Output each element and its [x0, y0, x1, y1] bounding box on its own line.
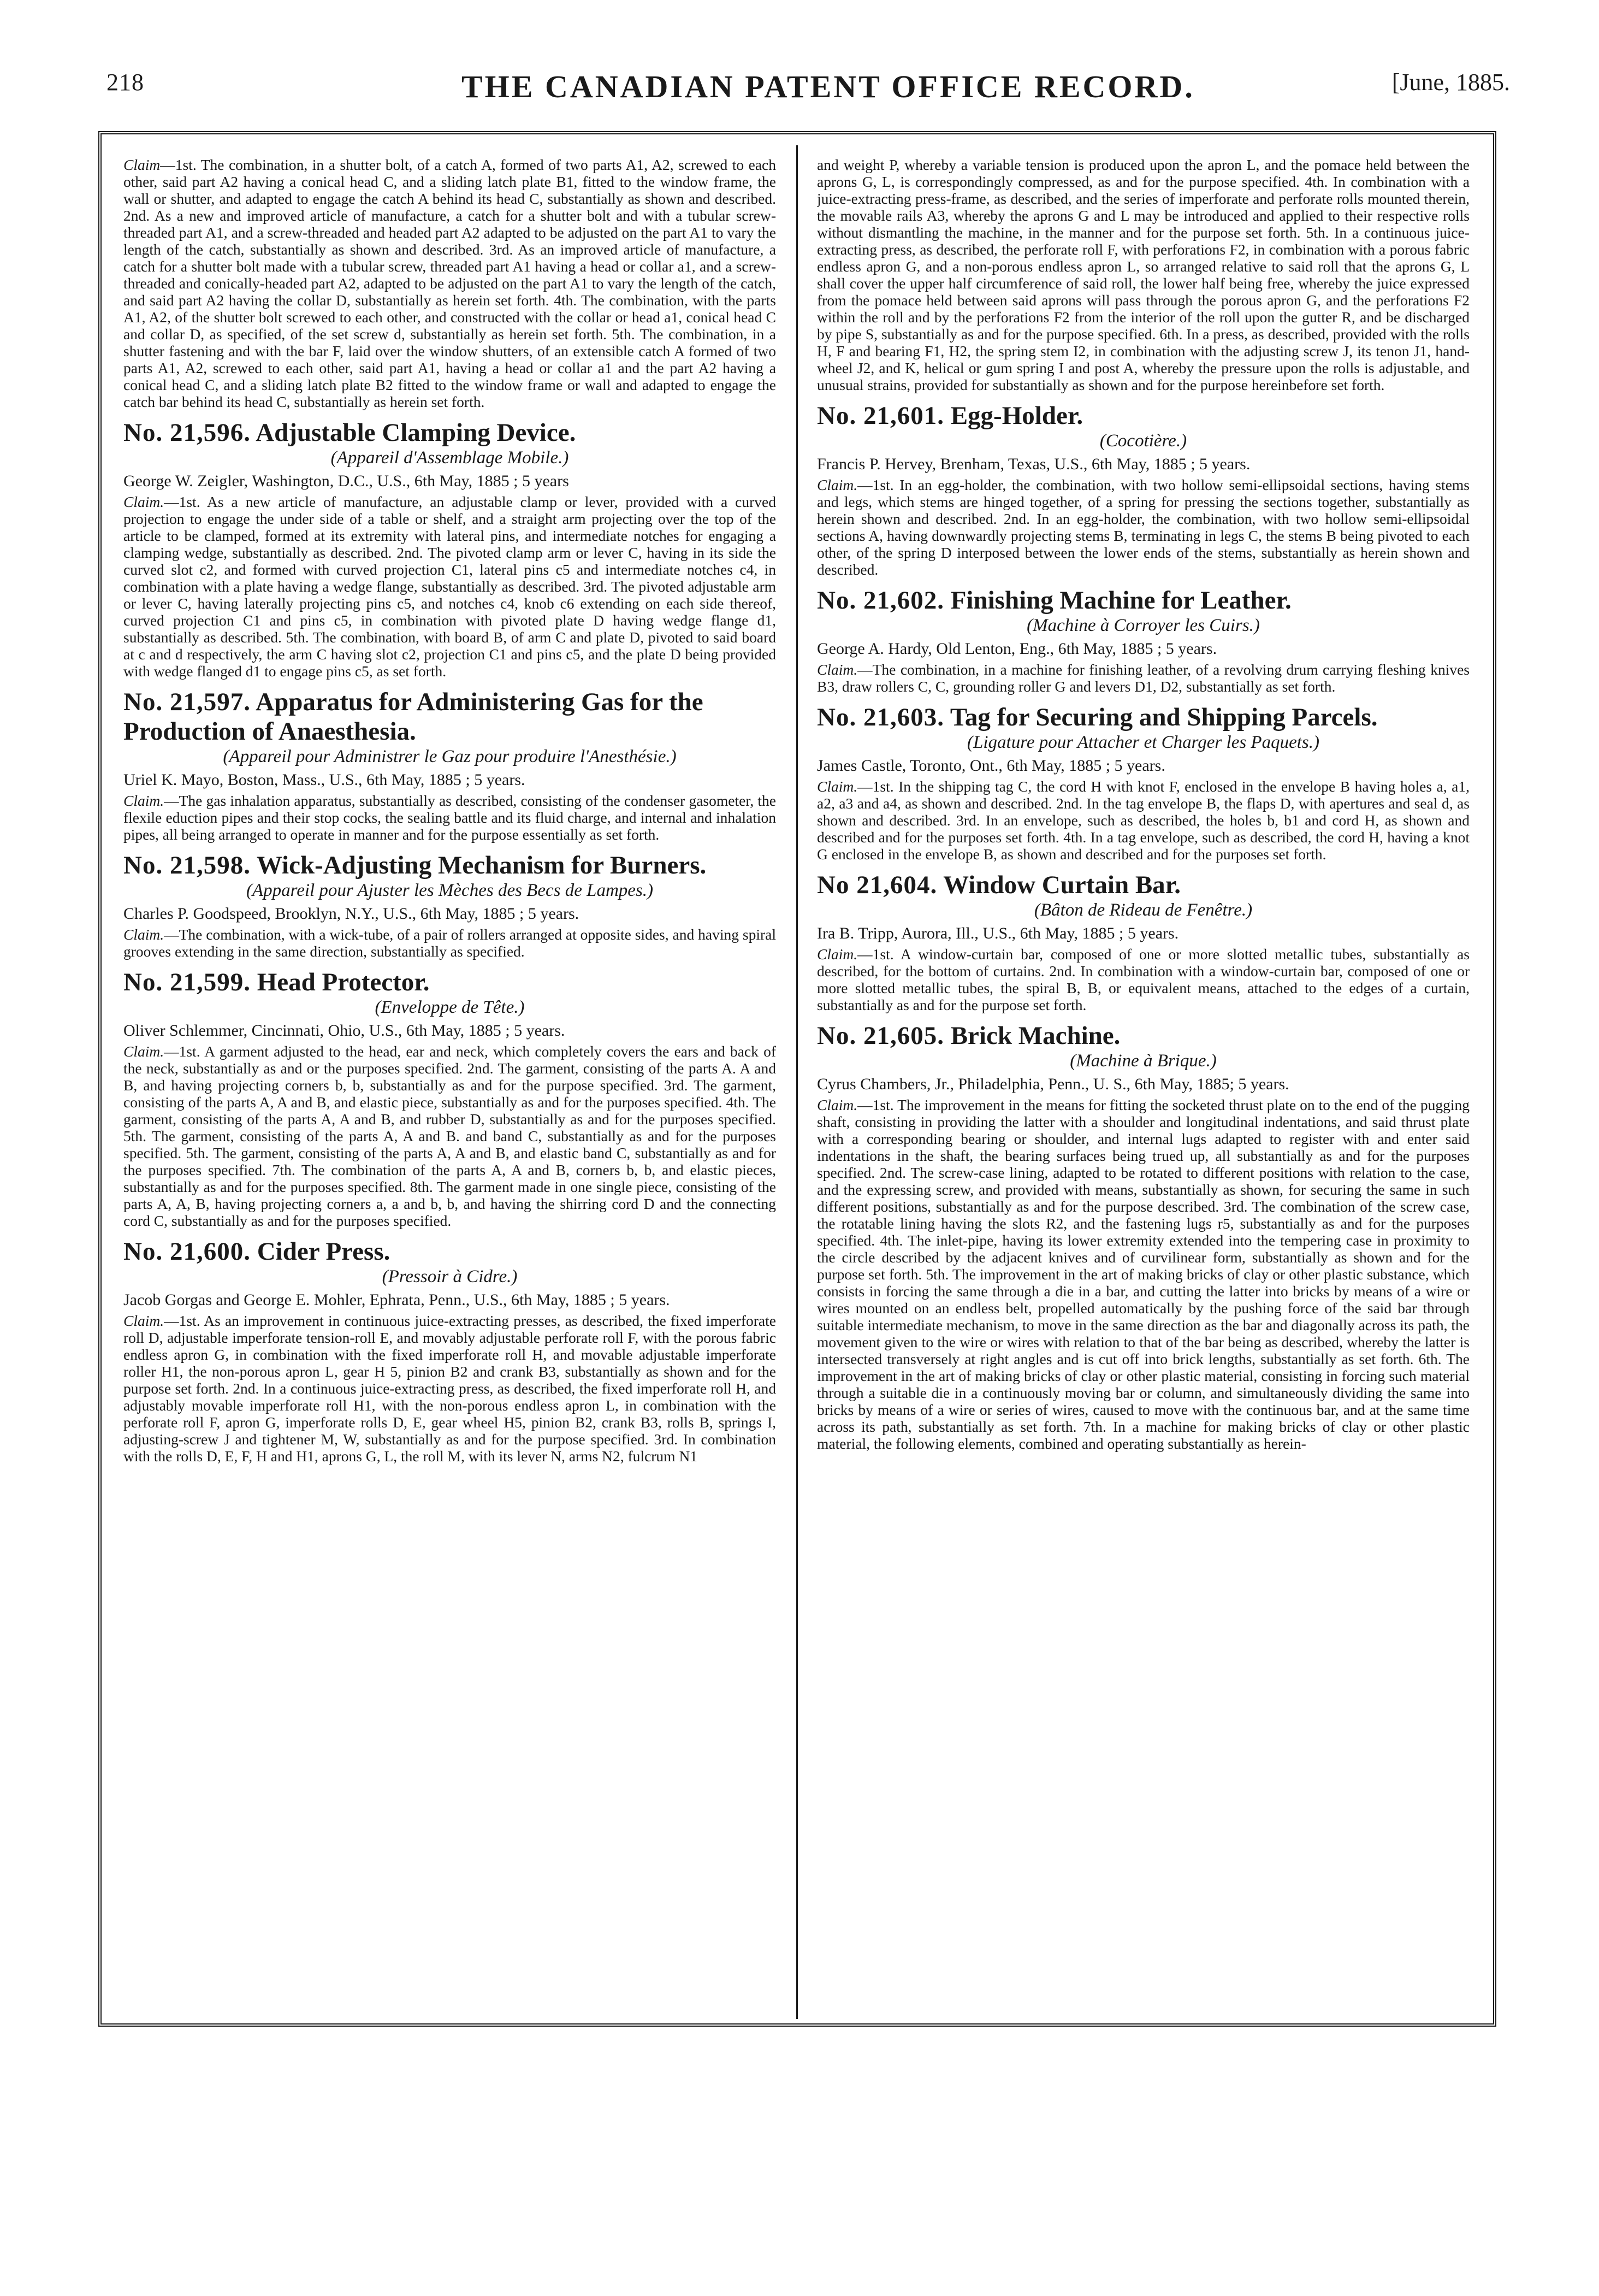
patent-list: [123, 418, 776, 1465]
patent-heading: [123, 967, 776, 997]
continued-claim: [817, 156, 1470, 393]
page-frame: [98, 131, 1496, 2027]
patent-heading: [817, 1021, 1470, 1050]
patent-heading: [123, 687, 776, 746]
patent-number: No. 21,598.: [123, 851, 251, 880]
patent-entry: [123, 967, 776, 1229]
patent-heading: [817, 586, 1470, 615]
patent-entry: [817, 586, 1470, 695]
claim-lead: Claim.: [123, 1043, 164, 1060]
patent-claim: [817, 1096, 1470, 1452]
patent-number: No. 21,603.: [817, 703, 944, 731]
claim-lead: Claim.: [817, 946, 858, 963]
patent-list: [817, 401, 1470, 1452]
claim-lead: Claim: [123, 156, 161, 173]
claim-text: —1st. In the shipping tag C, the cord H with knot F, enclosed in the envelope B having holes a, a1, a2, a3 and a4, as shown and described. 2nd. In the tag envelope B, the flaps D, with apertures and seal d, as shown and described. 3rd. In an envelope, such as described, the holes b, b1 and cord H, as shown and described and for the purposes set forth. 4th. In a tag envelope, such as described, the cord H, having a knot G enclosed in the envelope B, as shown and described and for the purposes set forth.: [817, 778, 1470, 863]
patent-inventor: Francis P. Hervey, Brenham, Texas, U.S., 6th May, 1885 ; 5 years.: [817, 455, 1251, 473]
patent-heading: [817, 870, 1470, 900]
claim-lead: Claim.: [817, 661, 858, 678]
claim-text: and weight P, whereby a variable tension is produced upon the apron L, and the pomace held between the aprons G, L, is correspondingly compressed, as and for the purpose specified. 4th. In combination with a juice-extracting press-frame, as described, and the series of imperforate and perforate rolls mounted therein, the movable rails A3, whereby the aprons G and L may be introduced and applied to their respective rolls without dismantling the machine, in the manner and for the purpose set forth. 5th. In a continuous juice-extracting press, as described, the perforate roll F, with perforations F2, in combination with a porous fabric endless apron G, and a non-porous endless apron L, so arranged relative to said roll that the aprons G, L shall cover the upper half circumference of said roll, the lower half being free, whereby the juice expressed from the pomace held between said aprons will pass through the porous apron G, and the perforations F2 within the roll and by the perforations F2 from the interior of the roll upon the gutter R, and be discharged by pipe S, substantially as and for the purpose specified. 6th. In a press, as described, provided with the rolls H, F and bearing F1, H2, the spring stem I2, in combination with the adjusting screw J, its tenon J1, hand-wheel J2, and K, helical or gum spring I and post A, whereby the pressure upon the rolls is adjustable, and unusual strains, provided for substantially as shown and for the purpose hereinbefore set forth.: [817, 156, 1470, 393]
patent-number: No. 21,599.: [123, 968, 251, 996]
patent-heading: [123, 1237, 776, 1266]
column-divider: [796, 145, 798, 2019]
claim-text: —1st. The combination, in a shutter bolt, of a catch A, formed of two parts A1, A2, screwed to each other, said part A2 having a conical head C, and a sliding latch plate B1, fitted to the window frame, the wall or shutter, and adapted to engage the catch A behind its head C, substantially as shown and described. 2nd. As a new and improved article of manufacture, a catch for a shutter bolt and with a tubular screw-threaded part A1, and a screw-threaded and headed part A2 adapted to be adjusted on the part A1 to vary the length of the catch, substantially as shown and described. 3rd. As an improved article of manufacture, a catch for a shutter bolt made with a tubular screw, threaded part A1 having a head or collar a1, and a screw-threaded and conically-headed part A2, adapted to be adjusted on the part A1 to vary the length of the catch, and said part A2 having the collar D, substantially as herein set forth. 4th. The combination, with the parts A1, A2, of the shutter bolt screwed to each other, and constructed with the collar or head a1, conical head C and collar D, as specified, of the set screw d, substantially as herein set forth. 5th. The combination, in a shutter fastening and with the bar F, laid over the window shutters, of an extensible catch A formed of two parts A1, A2, screwed to each other, said part A1, having a head or collar a1 and the part A2 having a conical head C, and a sliding latch plate B2 fitted to the window frame or wall and adapted to engage the catch bar behind its head C, substantially as herein set forth.: [123, 156, 776, 410]
patent-claim: [123, 1043, 776, 1229]
patent-heading: [123, 418, 776, 447]
patent-number: No. 21,597.: [123, 688, 251, 716]
page-header: [106, 68, 1510, 117]
continued-claim: [123, 156, 776, 410]
patent-entry: [817, 1021, 1470, 1452]
patent-title: Finishing Machine for Leather.: [950, 586, 1292, 615]
patent-french-title: (Appareil d'Assemblage Mobile.): [330, 448, 569, 468]
claim-lead: Claim.: [123, 792, 164, 809]
claim-text: —1st. A window-curtain bar, composed of one or more slotted metallic tubes, substantially as described, for the bottom of curtains. 2nd. In combination with a window-curtain bar, composed of one or more slotted metallic tubes, the spiral B, B, or equivalent means, attached to the edges of a curtain, substantially as and for the purpose set forth.: [817, 946, 1470, 1013]
claim-text: —The combination, in a machine for finishing leather, of a revolving drum carrying fleshing knives B3, draw rollers C, C, grounding roller G and levers D1, D2, substantially as set forth.: [817, 661, 1470, 695]
patent-claim: [123, 493, 776, 680]
patent-inventor: George A. Hardy, Old Lenton, Eng., 6th May, 1885 ; 5 years.: [817, 640, 1217, 658]
patent-inventor: Ira B. Tripp, Aurora, Ill., U.S., 6th May, 1885 ; 5 years.: [817, 924, 1179, 942]
patent-entry: [817, 870, 1470, 1013]
patent-number: No 21,604.: [817, 871, 938, 899]
left-column: [123, 156, 776, 2003]
claim-text: —1st. The improvement in the means for fitting the socketed thrust plate on to the end of the pugging shaft, consisting in providing the latter with a shoulder and longitudinal indentations, and said thrust plate with a corresponding bearing or shoulder, and internal lugs adapted to register with and enter said indentations in the shaft, the bearing surfaces being trued up, all substantially as and for the purposes specified. 2nd. The screw-case lining, adapted to be rotated to different positions with relation to the case, and the expressing screw, and provided with means, substantially as shown, for securing the same in such different positions, substantially as and for the purpose described. 3rd. The combination of the screw case, the rotatable lining having the slots R2, and the fastening lugs r5, substantially as and for the purposes specified. 4th. The inlet-pipe, having its lower extremity extended into the tempering case in proximity to the circle described by the adjacent knives and of curvilinear form, substantially as shown and for the purpose set forth. 5th. The improvement in the art of making bricks of clay or other plastic substance, which consists in forcing the same through a die in a bar, and cutting the latter into bricks by means of a wire or wires mounted on an endless belt, propelled automatically by the pushing force of the said bar through suitable intermediate mechanism, to move in the same direction as the bar and diagonally across its path, the movement given to the wire or wires with relation to that of the bar being as described, whereby the latter is intersected transversely at right angles and is cut off into brick lengths, substantially as set forth. 6th. The improvement in the art of making bricks of clay or other plastic material, consisting in forcing such material through a suitable die in a continuously moving bar or column, and simultaneously dividing the same into bricks by means of a wire or series of wires, caused to move with the continuous bar, and at the same time across its path, substantially as set forth. 7th. In a machine for making bricks of clay or other plastic material, the following elements, combined and operating substantially as herein-: [817, 1096, 1470, 1452]
patent-title: Tag for Securing and Shipping Parcels.: [950, 703, 1378, 731]
patent-claim: [817, 946, 1470, 1013]
patent-heading: [817, 401, 1470, 430]
patent-inventor: Charles P. Goodspeed, Brooklyn, N.Y., U.S., 6th May, 1885 ; 5 years.: [123, 905, 579, 923]
patent-title: Window Curtain Bar.: [943, 871, 1181, 899]
claim-lead: Claim.: [817, 476, 858, 493]
patent-claim: [817, 661, 1470, 695]
patent-entry: [123, 1237, 776, 1465]
patent-heading: [817, 703, 1470, 732]
patent-french-title: (Appareil pour Administrer le Gaz pour produire l'Anesthésie.): [223, 747, 677, 766]
patent-title: Egg-Holder.: [950, 402, 1083, 430]
patent-entry: [123, 418, 776, 680]
patent-french-title: (Machine à Corroyer les Cuirs.): [1027, 616, 1260, 635]
patent-number: No. 21,601.: [817, 402, 944, 430]
claim-lead: Claim.: [817, 1096, 858, 1113]
patent-entry: [123, 851, 776, 960]
patent-claim: [123, 792, 776, 843]
page-number: 218: [106, 69, 144, 96]
claim-text: —1st. In an egg-holder, the combination, with two hollow semi-ellipsoidal sections, having stems and legs, which stems are hinged together, of a spring for pressing the sections together, substantially as herein shown and described. 2nd. In an egg-holder, the combination, with two hollow semi-ellipsoidal sections A, having downwardly projecting stems B, terminating in legs C, the stems B being pivoted to each other, of the spring D interposed between the lower ends of the stems, substantially as herein shown and described.: [817, 476, 1470, 578]
patent-title: Brick Machine.: [950, 1022, 1121, 1050]
issue-date: [June, 1885.: [1391, 69, 1510, 96]
patent-claim: [123, 926, 776, 960]
patent-french-title: (Cocotière.): [1099, 431, 1187, 451]
patent-inventor: James Castle, Toronto, Ont., 6th May, 1885 ; 5 years.: [817, 757, 1165, 775]
patent-entry: [817, 401, 1470, 578]
patent-claim: [123, 1312, 776, 1465]
patent-number: No. 21,602.: [817, 586, 944, 615]
patent-entry: [817, 703, 1470, 863]
claim-text: —1st. As an improvement in continuous juice-extracting presses, as described, the fixed imperforate roll D, adjustable imperforate tension-roll E, and movably adjustable perforate roll F, with the porous fabric endless apron G, in combination with the fixed imperforate roll H, and movable adjustable imperforate roller H1, the non-porous apron L, gear H 5, pinion B2 and crank B3, substantially as shown and for the purpose set forth. 2nd. In a continuous juice-extracting press, as described, the fixed imperforate roll H, and adjustably movable imperforate roll H1, with the non-porous endless apron L, in combination with the perforate roll F, apron G, imperforate rolls D, E, gear wheel H5, pinion B2, crank B3, rolls B, springs I, adjusting-screw J and tightener M, W, substantially as and for the purpose specified. 3rd. In combination with the rolls D, E, F, H and H1, aprons G, L, the roll M, with its lever N, arms N2, fulcrum N1: [123, 1312, 776, 1465]
patent-title: Head Protector.: [257, 968, 430, 996]
patent-title: Cider Press.: [257, 1237, 390, 1266]
patent-french-title: (Pressoir à Cidre.): [382, 1267, 518, 1286]
page-title: THE CANADIAN PATENT OFFICE RECORD.: [461, 69, 1195, 104]
patent-claim: [817, 778, 1470, 863]
patent-french-title: (Ligature pour Attacher et Charger les Paquets.): [967, 733, 1319, 752]
patent-number: No. 21,600.: [123, 1237, 251, 1266]
patent-inventor: George W. Zeigler, Washington, D.C., U.S., 6th May, 1885 ; 5 years: [123, 472, 569, 490]
patent-title: Apparatus for Administering Gas for the Production of Anaesthesia.: [123, 688, 703, 746]
claim-text: —1st. As a new article of manufacture, an adjustable clamp or lever, provided with a curved projection to engage the under side of a table or shelf, and a straight arm projecting over the top of the article to be clamped, formed at its extremity with lateral pins, and intermediate notches for engaging a clamping wedge, substantially as described. 2nd. The pivoted clamp arm or lever C, having in its side the curved slot c2, and formed with curved projection C1, lateral pins c5 and intermediate notches c4, in combination with a plate having a wedge flange, substantially as described. 3rd. The pivoted adjustable arm or lever C, having laterally projecting pins c5, and notches c4, knob c6 extending on each side thereof, curved projection C1 and pins c5, in combination with pivoted plate D having wedge flange d1, substantially as described. 5th. The combination, with board B, of arm C and plate D, pivoted to said board at c and d respectively, the arm C having slot c2, projection C1 and pins c5, and the plate D being provided with wedge flanged d1 to engage pins c5, as set forth.: [123, 493, 776, 680]
patent-entry: [123, 687, 776, 843]
claim-lead: Claim.: [817, 778, 858, 795]
claim-lead: Claim.: [123, 926, 164, 943]
patent-inventor: Cyrus Chambers, Jr., Philadelphia, Penn., U. S., 6th May, 1885; 5 years.: [817, 1075, 1289, 1093]
patent-inventor: Jacob Gorgas and George E. Mohler, Ephrata, Penn., U.S., 6th May, 1885 ; 5 years.: [123, 1291, 670, 1309]
patent-claim: [817, 476, 1470, 578]
patent-heading: [123, 851, 776, 880]
patent-number: No. 21,596.: [123, 418, 251, 447]
right-column: [817, 156, 1470, 2003]
claim-text: —1st. A garment adjusted to the head, ear and neck, which completely covers the ears and back of the neck, substantially as and or the purposes specified. 2nd. The garment, consisting of the parts A. A and B, and having projecting corners b, b, substantially as and for the purpose specified. 3rd. The garment, consisting of the parts A, A and B, and elastic piece, substantially as and for the purposes specified. 4th. The garment, consisting of the parts A, A and B, and rubber D, substantially as and for the purposes specified. 5th. The garment, consisting of the parts A, A and B. and band C, substantially as and for the purposes specified. 5th. The garment, consisting of the parts A, A and B, and elastic band C, substantially as and for the purposes specified. 7th. The combination of the parts A, A and B, corners b, b, and elastic pieces, substantially as and for the purposes specified. 8th. The garment made in one single piece, consisting of the parts A, A, B, having projecting corners a, a and b, b, and having the shirring cord D and the connecting cord C, substantially as and for the purposes specified.: [123, 1043, 776, 1229]
patent-french-title: (Enveloppe de Tête.): [375, 998, 525, 1017]
patent-french-title: (Appareil pour Ajuster les Mèches des Becs de Lampes.): [246, 881, 654, 900]
patent-number: No. 21,605.: [817, 1022, 944, 1050]
patent-title: Wick-Adjusting Mechanism for Burners.: [256, 851, 707, 880]
claim-text: —The gas inhalation apparatus, substantially as described, consisting of the condenser gasometer, the flexile eduction pipes and their stop cocks, the sealing battle and its fluid charge, and internal and inhalation pipes, all being arranged to operate in manner and for the purpose essentially as set forth.: [123, 792, 776, 843]
claim-text: —The combination, with a wick-tube, of a pair of rollers arranged at opposite sides, and having spiral grooves extending in the same direction, substantially as specified.: [123, 926, 776, 960]
patent-inventor: Uriel K. Mayo, Boston, Mass., U.S., 6th May, 1885 ; 5 years.: [123, 771, 525, 789]
patent-title: Adjustable Clamping Device.: [256, 418, 576, 447]
patent-inventor: Oliver Schlemmer, Cincinnati, Ohio, U.S., 6th May, 1885 ; 5 years.: [123, 1022, 565, 1040]
claim-lead: Claim.: [123, 493, 164, 510]
patent-french-title: (Bâton de Rideau de Fenêtre.): [1034, 900, 1253, 920]
patent-french-title: (Machine à Brique.): [1070, 1051, 1217, 1071]
claim-lead: Claim.: [123, 1312, 164, 1329]
